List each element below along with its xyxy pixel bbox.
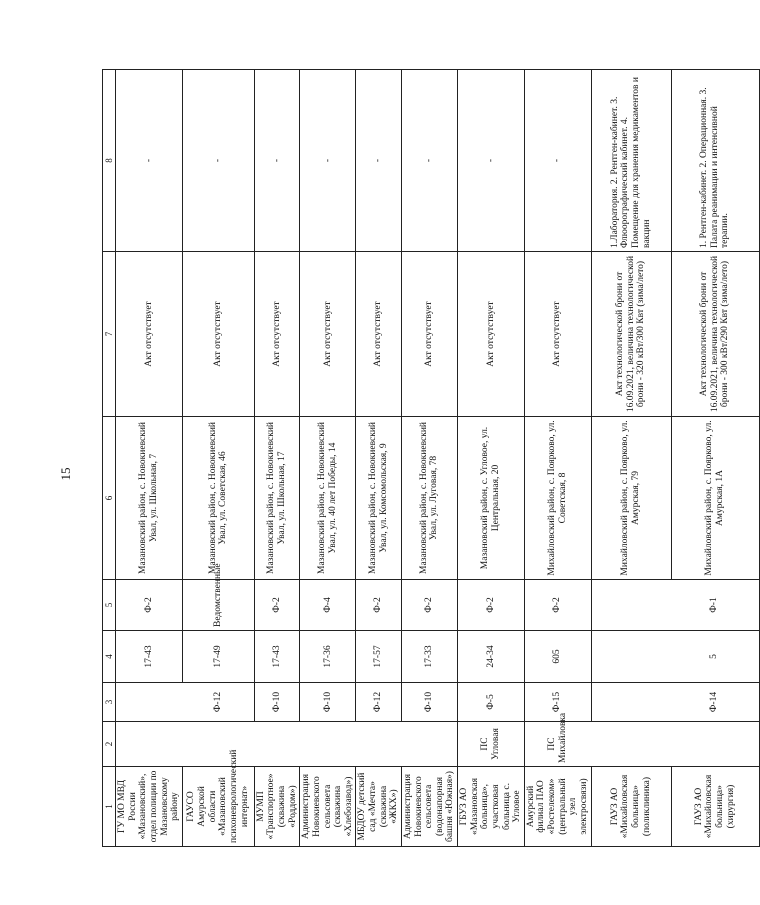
table-cell: Ф-2 <box>401 580 457 631</box>
table-cell: 17-57 <box>356 631 402 683</box>
table-cell: 17-43 <box>116 631 183 683</box>
table-cell: 17-43 <box>254 631 300 683</box>
table-cell: Ф-2 <box>116 580 183 631</box>
table-cell: - <box>116 70 183 252</box>
table-cell <box>671 722 759 767</box>
table-cell: ГАУСО Амурской области «Мазановский психоневрологический интернат» <box>182 767 254 847</box>
table-cell <box>182 722 254 767</box>
table-cell: - <box>182 70 254 252</box>
table-cell: Мазановский район, с. Новокиевский Увал, ул. Школьная, 7 <box>116 417 183 580</box>
column-header: 4 <box>103 631 116 683</box>
table-cell: Ф-12 <box>182 683 254 722</box>
table-cell: 5 <box>671 631 759 683</box>
table-cell <box>116 683 183 722</box>
table-cell: Мазановский район, с. Новокиевский Увал, ул. Луговая, 78 <box>401 417 457 580</box>
table-cell: ГУ МО МВД России «Мазановский», отдел полиции по Мазановскому району <box>116 767 183 847</box>
table-cell: Ф-10 <box>401 683 457 722</box>
table-cell: ПС Михайловка <box>524 722 591 767</box>
table-cell: Ф-2 <box>254 580 300 631</box>
table-cell: 605 <box>524 631 591 683</box>
table-cell <box>116 722 183 767</box>
table-cell: - <box>300 70 356 252</box>
table-cell: Михайловский район, с. Поярково, ул. Амурская, 79 <box>591 417 671 580</box>
table-cell: Акт отсутствует <box>254 252 300 417</box>
table-cell: Мазановский район, с. Новокиевский Увал, ул. Школьная, 17 <box>254 417 300 580</box>
table-cell: Мазановский район, с. Новокиевский Увал, ул. Советская, 46 <box>182 417 254 580</box>
table-cell: Ф-12 <box>356 683 402 722</box>
table-cell <box>591 580 671 631</box>
table-cell: Акт отсутствует <box>458 252 525 417</box>
table-row <box>356 70 402 847</box>
table-cell: Ф-15 <box>524 683 591 722</box>
table-cell <box>401 722 457 767</box>
table-cell: Акт отсутствует <box>116 252 183 417</box>
table-cell <box>254 722 300 767</box>
table-cell: Мазановский район, с. Угловое, ул. Центральная, 20 <box>458 417 525 580</box>
table-cell: ГАУЗ АО «Михайловская больница» (поликлиника) <box>591 767 671 847</box>
table-cell: Акт технологической брони от 16.09.2021, величина технологической брони - 320 кВт/300 Квт (зима/лето) <box>591 252 671 417</box>
table-cell: ГАУЗ АО «Михайловская больница» (хирургия) <box>671 767 759 847</box>
table-cell <box>591 631 671 683</box>
table-row <box>591 70 671 847</box>
column-header: 7 <box>103 252 116 417</box>
table-container <box>102 70 736 847</box>
column-header: 6 <box>103 417 116 580</box>
table-cell: 17-33 <box>401 631 457 683</box>
table-cell: Ведомственные <box>182 580 254 631</box>
table-row <box>401 70 457 847</box>
table-cell: Акт отсутствует <box>524 252 591 417</box>
table-cell: Ф-2 <box>458 580 525 631</box>
table-cell: 24-34 <box>458 631 525 683</box>
column-header: 1 <box>103 767 116 847</box>
table-row <box>458 70 525 847</box>
table-cell: Администрация Новокиевского сельсовета (водонапорная башня «Южная») <box>401 767 457 847</box>
table-row <box>524 70 591 847</box>
table-cell <box>356 722 402 767</box>
rotated-page <box>102 70 736 847</box>
table-cell: ГБУЗ АО «Мазановская больница», участковая больница с. Угловое <box>458 767 525 847</box>
table-cell: ПС Угловая <box>458 722 525 767</box>
table-cell: Ф-2 <box>524 580 591 631</box>
column-header: 5 <box>103 580 116 631</box>
table-cell: Мазановский район, с. Новокиевский Увал, ул. 40 лет Победы, 14 <box>300 417 356 580</box>
table-cell: Ф-2 <box>356 580 402 631</box>
column-header: 3 <box>103 683 116 722</box>
table-row <box>103 70 116 847</box>
table-cell: Акт отсутствует <box>300 252 356 417</box>
table-cell: 1.Лаборатория. 2. Рентген-кабинет. 3. Флюорографический кабинет. 4. Помещение для хранения медикаментов и вакцин <box>591 70 671 252</box>
table-cell: Ф-1 <box>671 580 759 631</box>
table-cell: Акт отсутствует <box>401 252 457 417</box>
table-cell: Ф-5 <box>458 683 525 722</box>
table-cell: Михайловский район, с. Поярково, ул. Амурская, 1А <box>671 417 759 580</box>
table-cell <box>591 722 671 767</box>
table-row <box>182 70 254 847</box>
table-cell: Мазановский район, с. Новокиевский Увал, ул. Комсомольская, 9 <box>356 417 402 580</box>
table-cell: Акт отсутствует <box>182 252 254 417</box>
table-cell: Ф-10 <box>300 683 356 722</box>
column-header: 8 <box>103 70 116 252</box>
table-cell: МУМП «Транспортное» (скважина «Роддом») <box>254 767 300 847</box>
column-header: 2 <box>103 722 116 767</box>
table-cell <box>300 722 356 767</box>
table-cell: Ф-4 <box>300 580 356 631</box>
table-row <box>116 70 183 847</box>
objects-table <box>102 69 760 847</box>
table-cell: - <box>401 70 457 252</box>
table-cell: - <box>254 70 300 252</box>
table-cell: - <box>356 70 402 252</box>
table-cell: Ф-10 <box>254 683 300 722</box>
table-cell: - <box>524 70 591 252</box>
table-cell: Михайловский район, с. Поярково, ул. Советская, 8 <box>524 417 591 580</box>
page-number: 15 <box>58 467 73 481</box>
table-cell: Акт отсутствует <box>356 252 402 417</box>
table-cell: МБДОУ детский сад «Мечта» (скважина «ЖКХ») <box>356 767 402 847</box>
table-cell: 1. Рентген-кабинет. 2. Операционная. 3. Палата реанимации и интенсивной терапии. <box>671 70 759 252</box>
table-row <box>300 70 356 847</box>
table-cell: 17-36 <box>300 631 356 683</box>
table-cell: Администрация Новокиевского сельсовета (скважина «Хлебозавод») <box>300 767 356 847</box>
table-cell <box>591 683 671 722</box>
table-cell: 17-49 <box>182 631 254 683</box>
table-cell: Ф-14 <box>671 683 759 722</box>
table-row <box>671 70 759 847</box>
table-row <box>254 70 300 847</box>
table-cell: Амурский филиал ПАО «Ростелеком» (центральный узел электросвязи) <box>524 767 591 847</box>
table-cell: - <box>458 70 525 252</box>
table-cell: Акт технологической брони от 16.09.2021, величина технологической брони - 300 кВт/290 Квт (зима/лето) <box>671 252 759 417</box>
